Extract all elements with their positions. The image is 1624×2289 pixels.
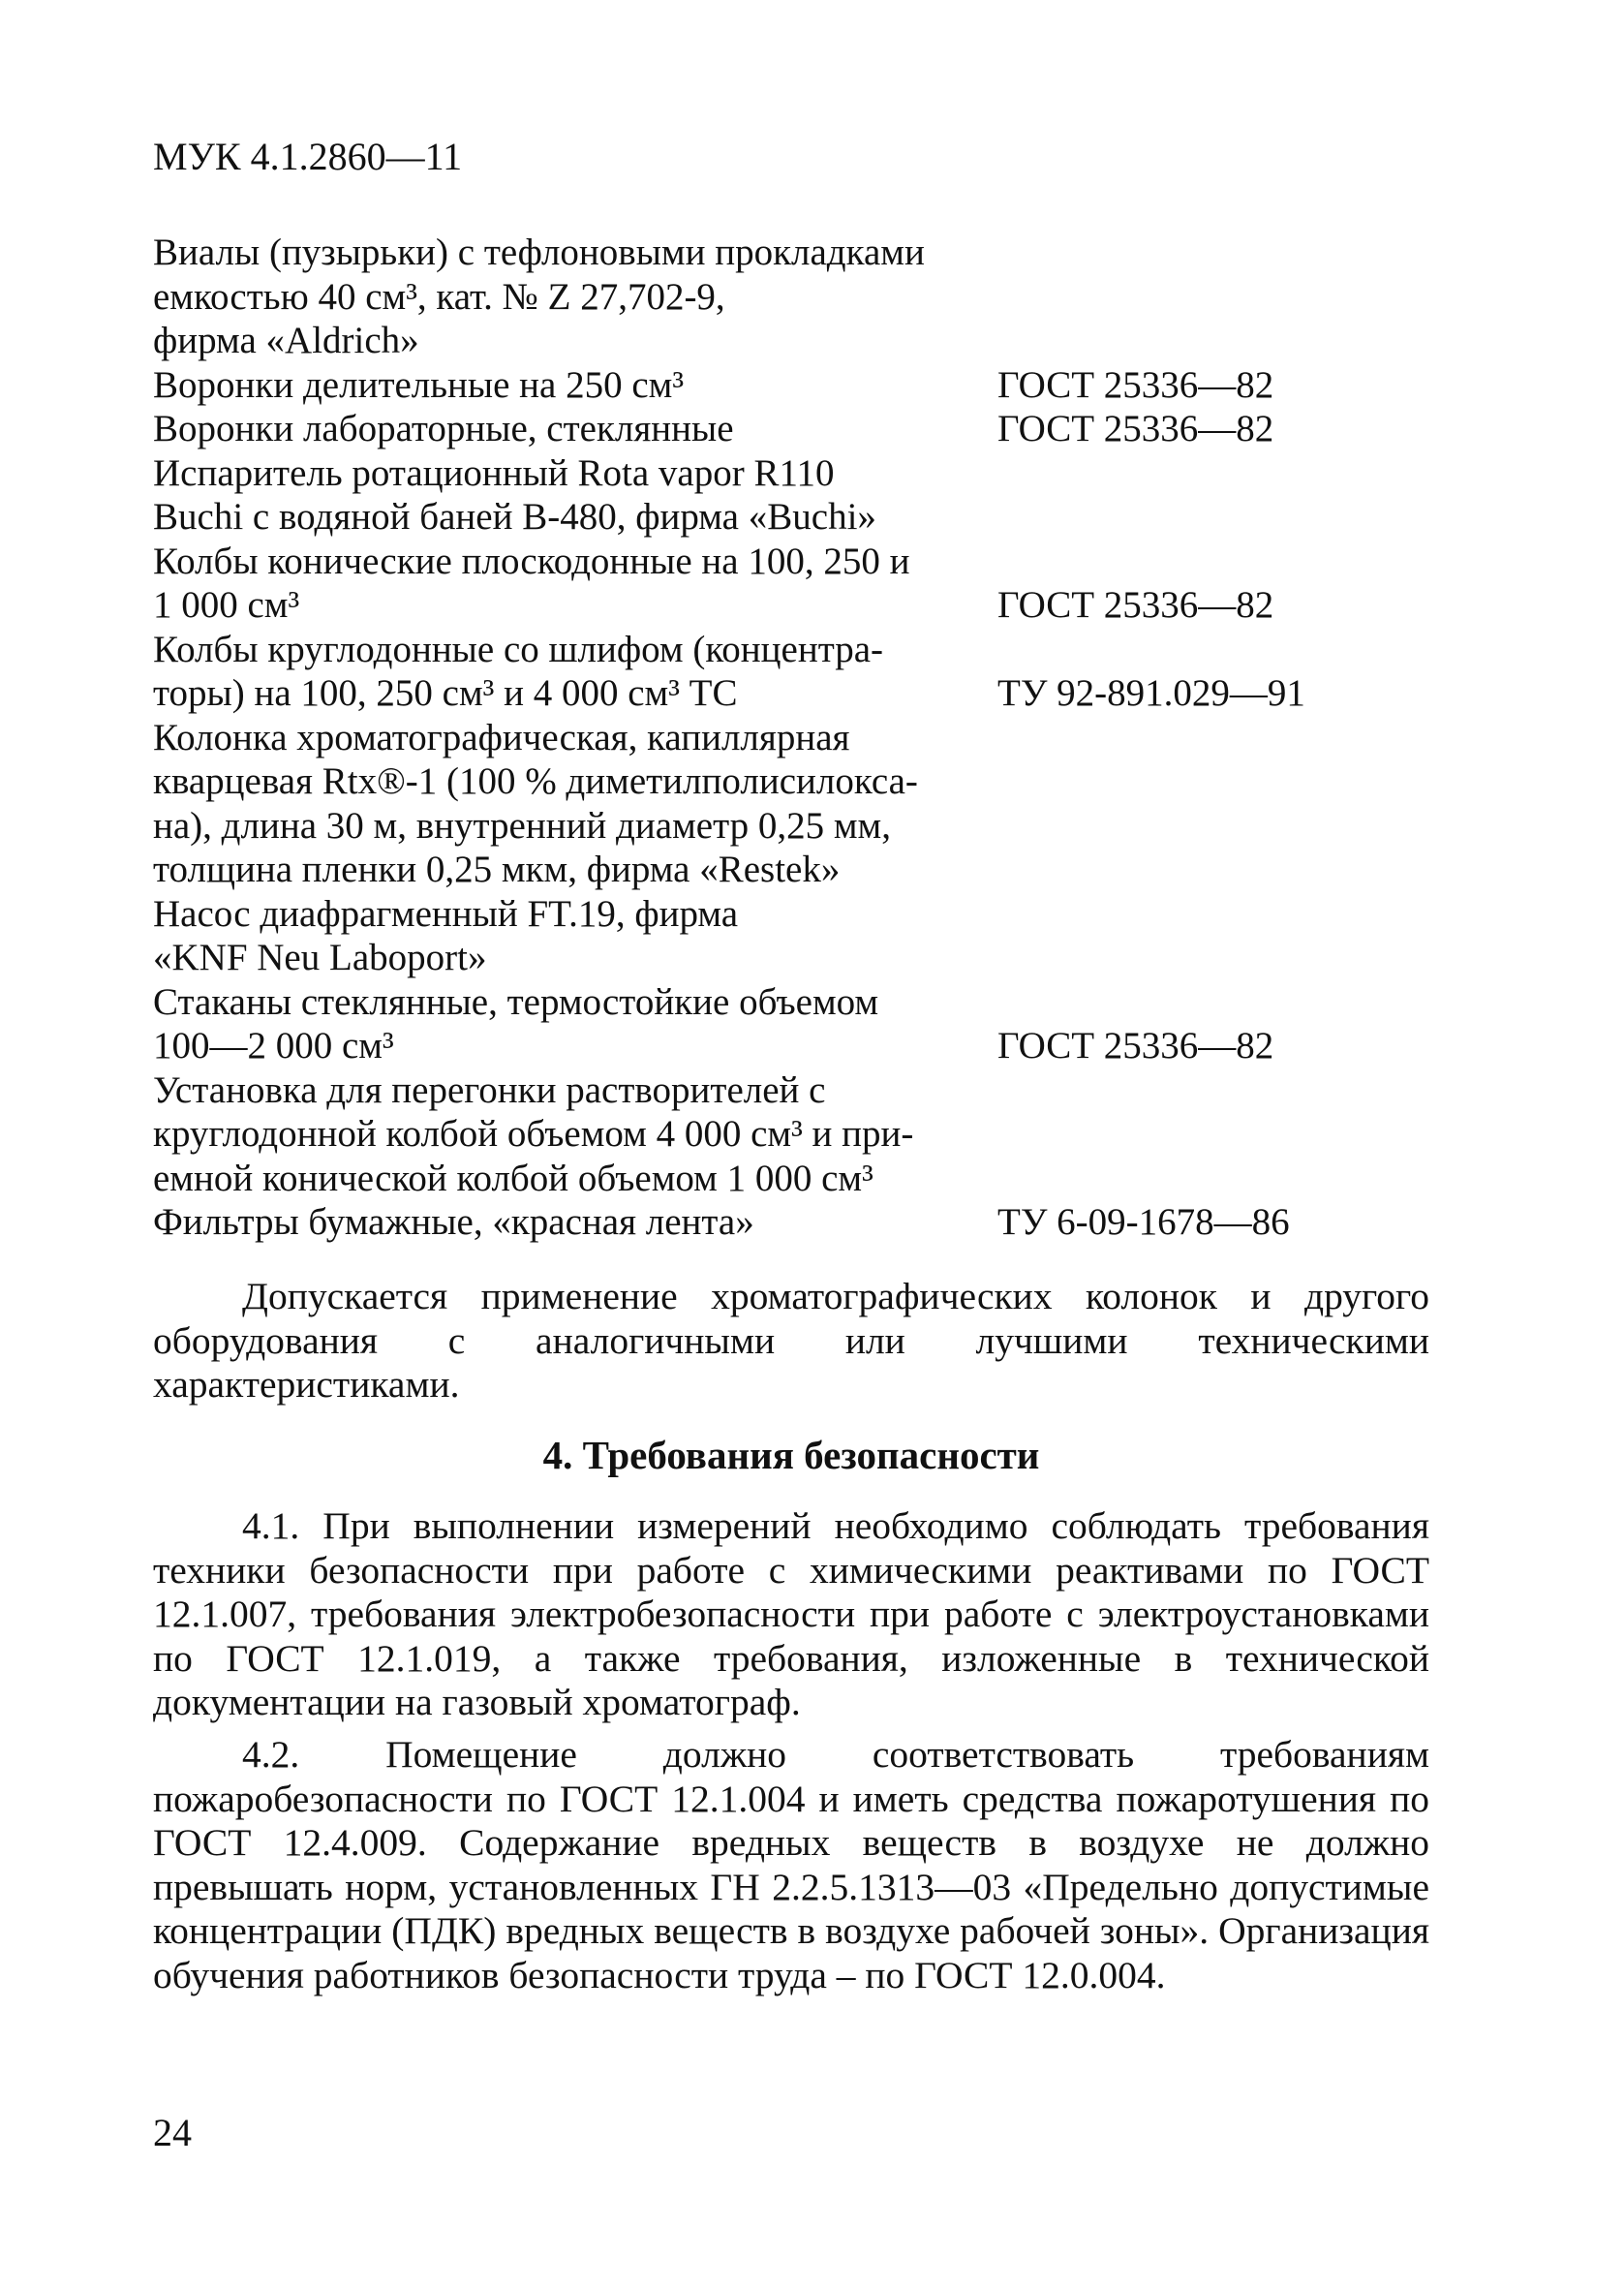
equipment-name: Стаканы стеклянные, термостойкие объемом 100—2 000 см³ bbox=[153, 980, 879, 1067]
equipment-name: Виалы (пузырьки) с тефлоновыми прокладками емкостью 40 см³, кат. № Z 27,702-9, фирма «Aldrich» bbox=[153, 232, 925, 361]
equipment-item bbox=[153, 231, 1431, 363]
safety-paragraph-4-2: 4.2. Помещение должно соответствовать требованиям пожаробезопасности по ГОСТ 12.1.004 и иметь средства пожаротушения по ГОСТ 12.4.009. Содержание вредных веществ в воздухе не должно превышать норм, установленных ГН 2.2.5.1313—03 «Предельно допустимые концентрации (ПДК) вредных веществ в воздухе рабочей зоны». Организация обучения работников безопасности труда – по ГОСТ 12.0.004. bbox=[153, 1733, 1429, 1996]
equipment-name: Воронки лабораторные, стеклянные bbox=[153, 408, 734, 449]
equipment-standard: ТУ 6-09-1678—86 bbox=[997, 1201, 1290, 1243]
equipment-name: Фильтры бумажные, «красная лента» bbox=[153, 1201, 754, 1243]
equipment-standard: ГОСТ 25336—82 bbox=[997, 1025, 1274, 1067]
equipment-item bbox=[153, 1200, 1431, 1245]
equipment-standard: ГОСТ 25336—82 bbox=[997, 363, 1274, 406]
equipment-standard: ГОСТ 25336—82 bbox=[997, 584, 1274, 626]
equipment-item bbox=[153, 628, 1431, 716]
safety-paragraph-4-1: 4.1. При выполнении измерений необходимо соблюдать требования техники безопасности при работе с химическими реактивами по ГОСТ 12.1.007, требования электробезопасности при работе с электроустановками по ГОСТ 12.1.019, а также требования, изложенные в технической документации на газовый хроматограф. bbox=[153, 1504, 1429, 1723]
equipment-item bbox=[153, 451, 1431, 540]
equipment-item bbox=[153, 363, 1431, 408]
section-title: 4. Требования безопасности bbox=[542, 1433, 1040, 1477]
equipment-item bbox=[153, 1068, 1431, 1201]
equipment-name: Колбы круглодонные со шлифом (концентра- торы) на 100, 250 см³ и 4 000 см³ ТС bbox=[153, 628, 884, 714]
equipment-name: Колонка хроматографическая, капиллярная кварцевая Rtx®-1 (100 % диметилполисилокса- на), длина 30 м, внутренний диаметр 0,25 мм, толщина пленки 0,25 мкм, фирма «Restek» bbox=[153, 716, 918, 890]
equipment-standard: ГОСТ 25336—82 bbox=[997, 408, 1274, 449]
equipment-item bbox=[153, 540, 1431, 628]
equipment-name: Насос диафрагменный FT.19, фирма «KNF Neu Laboport» bbox=[153, 892, 739, 978]
equipment-item bbox=[153, 407, 1431, 451]
equipment-name: Установка для перегонки растворителей с круглодонной колбой объемом 4 000 см³ и при- емной конической колбой объемом 1 000 см³ bbox=[153, 1068, 914, 1199]
equipment-standard: ТУ 92-891.029—91 bbox=[997, 672, 1305, 714]
page-number: 24 bbox=[153, 2111, 192, 2154]
equipment-name: Воронки делительные на 250 см³ bbox=[153, 363, 685, 406]
document-code-header: МУК 4.1.2860—11 bbox=[153, 135, 463, 178]
equipment-name: Испаритель ротационный Rota vapor R110 Buchi с водяной баней В-480, фирма «Buchi» bbox=[153, 451, 876, 538]
equipment-item bbox=[153, 892, 1431, 980]
equipment-item bbox=[153, 980, 1431, 1068]
equipment-item bbox=[153, 716, 1431, 892]
equipment-name: Колбы конические плоскодонные на 100, 250 и 1 000 см³ bbox=[153, 540, 910, 626]
allowance-paragraph: Допускается применение хроматографических колонок и другого оборудования с аналогичными или лучшими техническими характеристиками. bbox=[153, 1275, 1429, 1406]
equipment-list bbox=[153, 231, 1431, 1245]
